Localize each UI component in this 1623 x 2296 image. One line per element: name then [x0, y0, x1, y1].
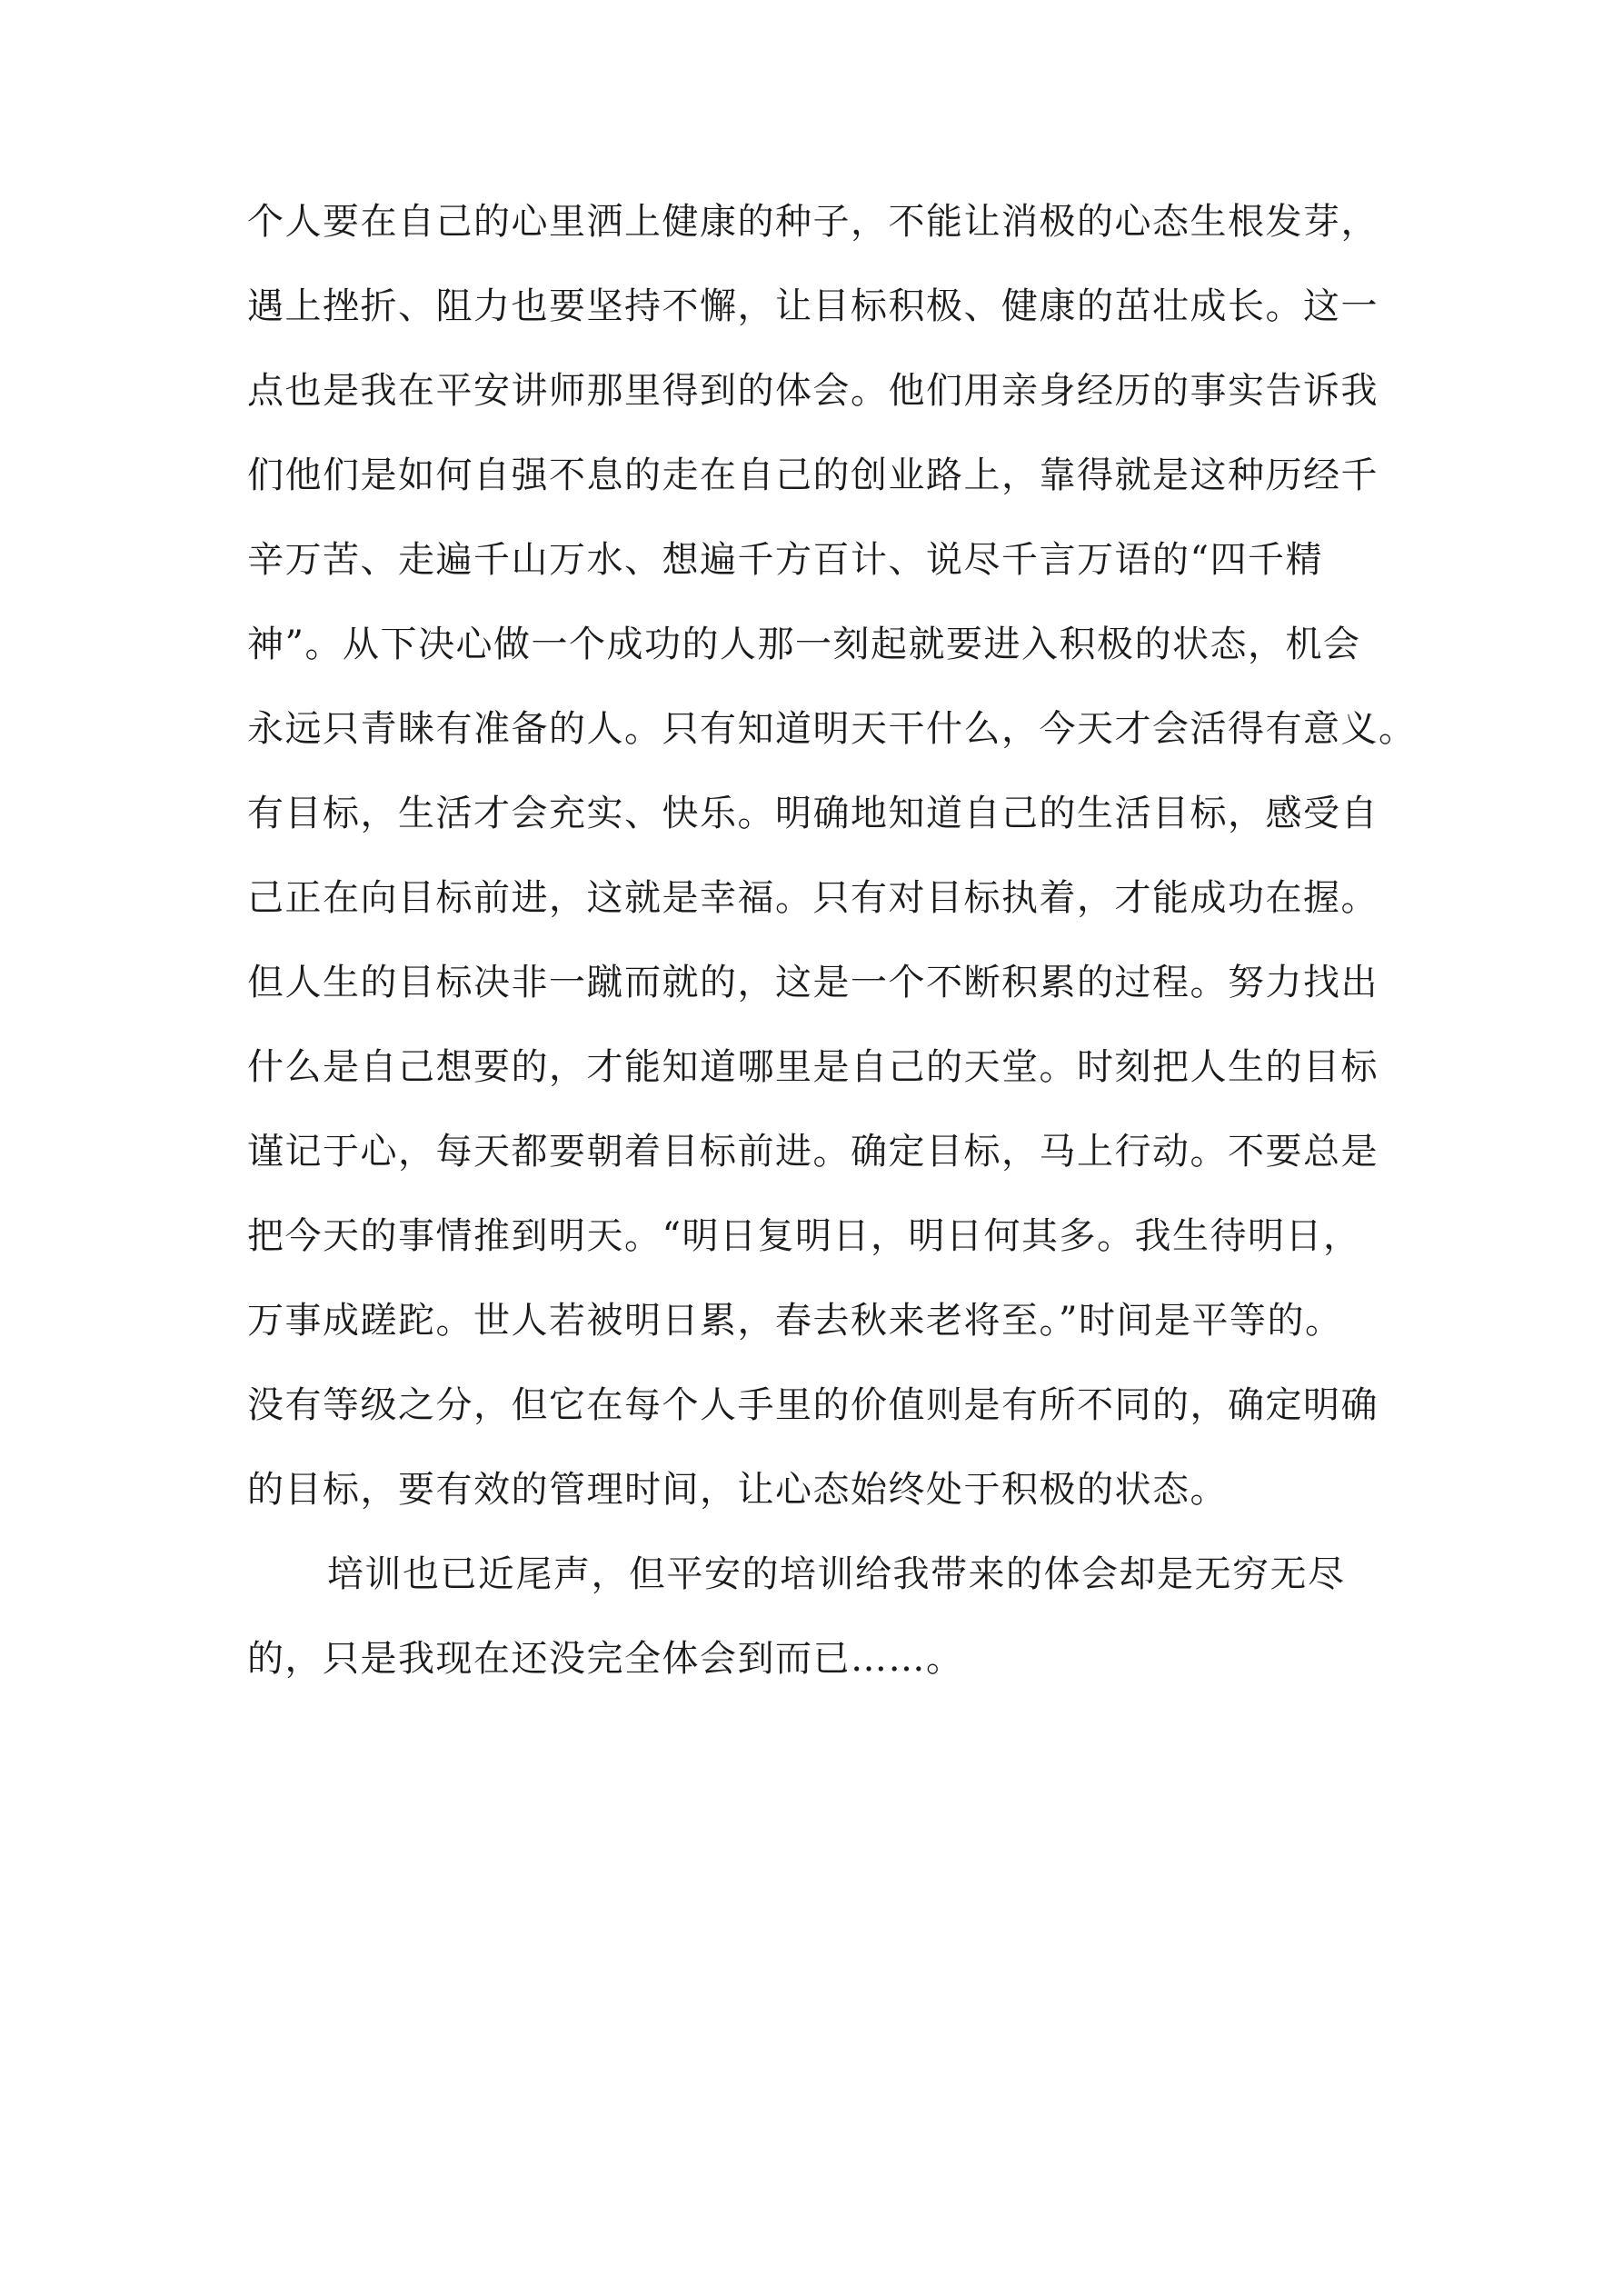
text-line: 的，只是我现在还没完全体会到而已……。: [247, 1638, 964, 1680]
text-line: 己正在向目标前进，这就是幸福。只有对目标执着，才能成功在握。: [247, 877, 1379, 919]
text-line: 神”。从下决心做一个成功的人那一刻起就要进入积极的状态，机会: [247, 624, 1361, 665]
text-line: 没有等级之分，但它在每个人手里的价值则是有所不同的，确定明确: [247, 1384, 1379, 1426]
text-line: 辛万苦、走遍千山万水、想遍千方百计、说尽千言万语的“四千精: [247, 539, 1323, 581]
paragraph-2: [247, 1532, 1419, 1702]
text-line: 的目标，要有效的管理时间，让心态始终处于积极的状态。: [247, 1469, 1228, 1511]
text-line: 但人生的目标决非一蹴而就的，这是一个不断积累的过程。努力找出: [247, 962, 1379, 1003]
text-line: 万事成蹉跎。世人若被明日累，春去秋来老将至。”时间是平等的。: [247, 1300, 1343, 1342]
document-body: [247, 180, 1419, 1702]
text-line: 什么是自己想要的，才能知道哪里是自己的天堂。时刻把人生的目标: [247, 1046, 1379, 1088]
text-line: 谨记于心，每天都要朝着目标前进。确定目标，马上行动。不要总是: [247, 1131, 1379, 1173]
text-line: 把今天的事情推到明天。“明日复明日，明日何其多。我生待明日，: [247, 1215, 1361, 1257]
paragraph-1: [247, 180, 1419, 1532]
text-line: 个人要在自己的心里洒上健康的种子，不能让消极的心态生根发芽，: [247, 201, 1379, 243]
text-line: 永远只青睐有准备的人。只有知道明天干什么，今天才会活得有意义。: [247, 708, 1417, 750]
text-line: 有目标，生活才会充实、快乐。明确地知道自己的生活目标，感受自: [247, 793, 1379, 834]
text-line: 们他们是如何自强不息的走在自己的创业路上，靠得就是这种历经千: [247, 454, 1379, 496]
text-line: 遇上挫折、阻力也要坚持不懈，让目标积极、健康的茁壮成长。这一: [247, 285, 1379, 327]
text-line: 培训也已近尾声，但平安的培训给我带来的体会却是无穷无尽: [327, 1553, 1346, 1595]
text-line: 点也是我在平安讲师那里得到的体会。他们用亲身经历的事实告诉我: [247, 370, 1379, 412]
